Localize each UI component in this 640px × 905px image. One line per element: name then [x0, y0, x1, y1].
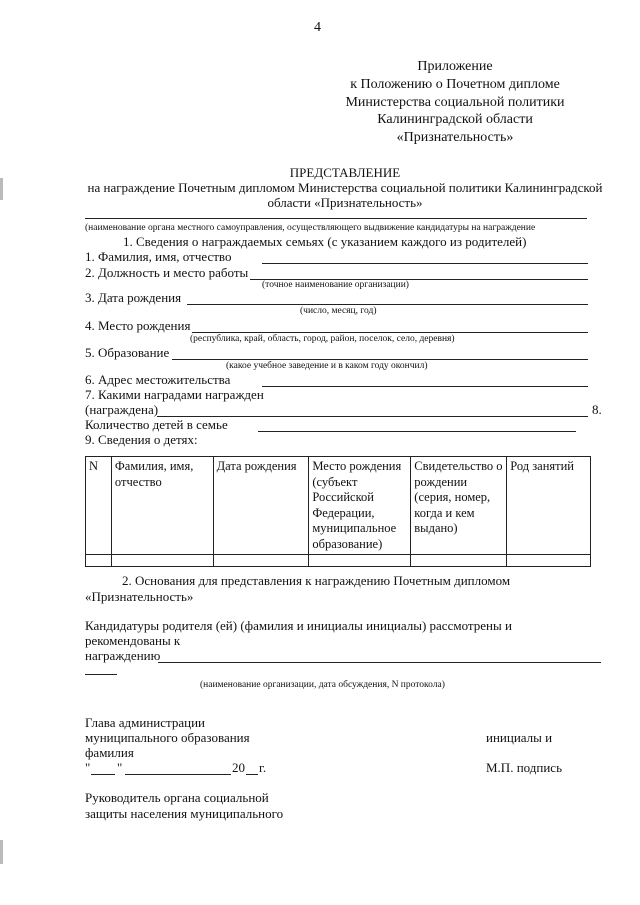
field-fio-label: 1. Фамилия, имя, отчество [85, 249, 232, 264]
table-cell[interactable] [507, 555, 591, 567]
field-birthdate-line[interactable] [187, 304, 588, 305]
table-cell[interactable] [111, 555, 213, 567]
col-fio-header: Фамилия, имя, отчество [111, 457, 213, 555]
field-education-line[interactable] [172, 359, 588, 360]
scan-edge-mark [0, 840, 3, 864]
award-org-line-continuation [85, 674, 117, 675]
children-info-label: 9. Сведения о детях: [85, 432, 198, 447]
scan-edge-mark [0, 178, 3, 200]
head-title: муниципального образования [85, 730, 250, 745]
children-table [85, 456, 591, 567]
table-cell[interactable] [213, 555, 309, 567]
appendix-line: Калининградской области [377, 112, 533, 127]
section2-title: 2. Основания для представления к награждению Почетным дипломом [122, 573, 511, 588]
date-quote-open: " [85, 760, 91, 775]
field-address-line[interactable] [262, 386, 588, 387]
org-name-note: (наименование органа местного самоуправления, осуществляющего выдвижение кандидатуры на награждение [85, 223, 536, 233]
field-children-count-label: Количество детей в семье [85, 417, 228, 432]
field-awards-label: (награждена) [85, 402, 159, 417]
document-subtitle: на награждение Почетным дипломом Министерства социальной политики Калининградской [87, 180, 603, 195]
table-cell[interactable] [309, 555, 411, 567]
org-name-line [85, 218, 587, 219]
col-certificate-header: Свидетельство о рождении (серия, номер, когда и кем выдано) [411, 457, 507, 555]
field-birthplace-line[interactable] [192, 332, 588, 333]
date-year-suffix: г. [259, 760, 267, 775]
date-note: (число, месяц, год) [300, 306, 377, 316]
candidates-text: Кандидатуры родителя (ей) (фамилия и инициалы инициалы) рассмотрены и [85, 618, 512, 633]
appendix-line: «Признательность» [396, 130, 514, 145]
date-month-line[interactable] [125, 774, 231, 775]
date-day-line[interactable] [91, 774, 115, 775]
document-subtitle: области «Признательность» [267, 195, 423, 210]
section1-title: 1. Сведения о награждаемых семьях (с указанием каждого из родителей) [123, 234, 527, 249]
school-note: (какое учебное заведение и в каком году окончил) [226, 361, 428, 371]
stamp-signature-label: М.П. подпись [486, 760, 563, 775]
date-year-line[interactable] [246, 774, 258, 775]
col-birthplace-header: Место рождения (субъект Российской Федерации, муниципальное образование) [309, 457, 411, 555]
document-title: ПРЕДСТАВЛЕНИЕ [289, 165, 401, 180]
social-head-title: Руководитель органа социальной [85, 790, 269, 805]
field-awards-end: 8. [592, 402, 602, 417]
field-children-count-line[interactable] [258, 431, 576, 432]
appendix-line: Министерства социальной политики [345, 95, 565, 110]
page-number: 4 [314, 20, 321, 35]
org-date-note: (наименование организации, дата обсуждения, N протокола) [200, 680, 445, 690]
social-head-title: защиты населения муниципального [85, 806, 284, 821]
head-title: Глава администрации [85, 715, 206, 730]
candidates-text: рекомендованы к [85, 633, 181, 648]
field-awards-label: 7. Какими наградами награжден [85, 387, 264, 402]
field-fio-line[interactable] [262, 263, 588, 264]
col-occupation-header: Род занятий [507, 457, 591, 555]
initials-label: инициалы и [486, 730, 553, 745]
table-header-row [86, 457, 591, 555]
col-number-header: N [86, 457, 112, 555]
section2-title: «Признательность» [85, 589, 194, 604]
field-position-label: 2. Должность и место работы [85, 265, 249, 280]
field-address-label: 6. Адрес местожительства [85, 372, 231, 387]
place-note: (республика, край, область, город, район, поселок, село, деревня) [190, 334, 455, 344]
date-year-prefix: 20 [232, 760, 245, 775]
award-org-line[interactable] [158, 662, 601, 663]
head-title: фамилия [85, 745, 134, 760]
table-row [86, 555, 591, 567]
appendix-line: к Положению о Почетном дипломе [350, 77, 560, 92]
field-education-label: 5. Образование [85, 345, 170, 360]
appendix-line: Приложение [417, 59, 493, 74]
candidates-text: награждению [85, 648, 161, 663]
field-birthdate-label: 3. Дата рождения [85, 290, 182, 305]
col-birthdate-header: Дата рождения [213, 457, 309, 555]
table-cell[interactable] [411, 555, 507, 567]
work-org-note: (точное наименование организации) [262, 280, 409, 290]
table-cell[interactable] [86, 555, 112, 567]
field-birthplace-label: 4. Место рождения [85, 318, 191, 333]
date-quote-close: " [117, 760, 123, 775]
